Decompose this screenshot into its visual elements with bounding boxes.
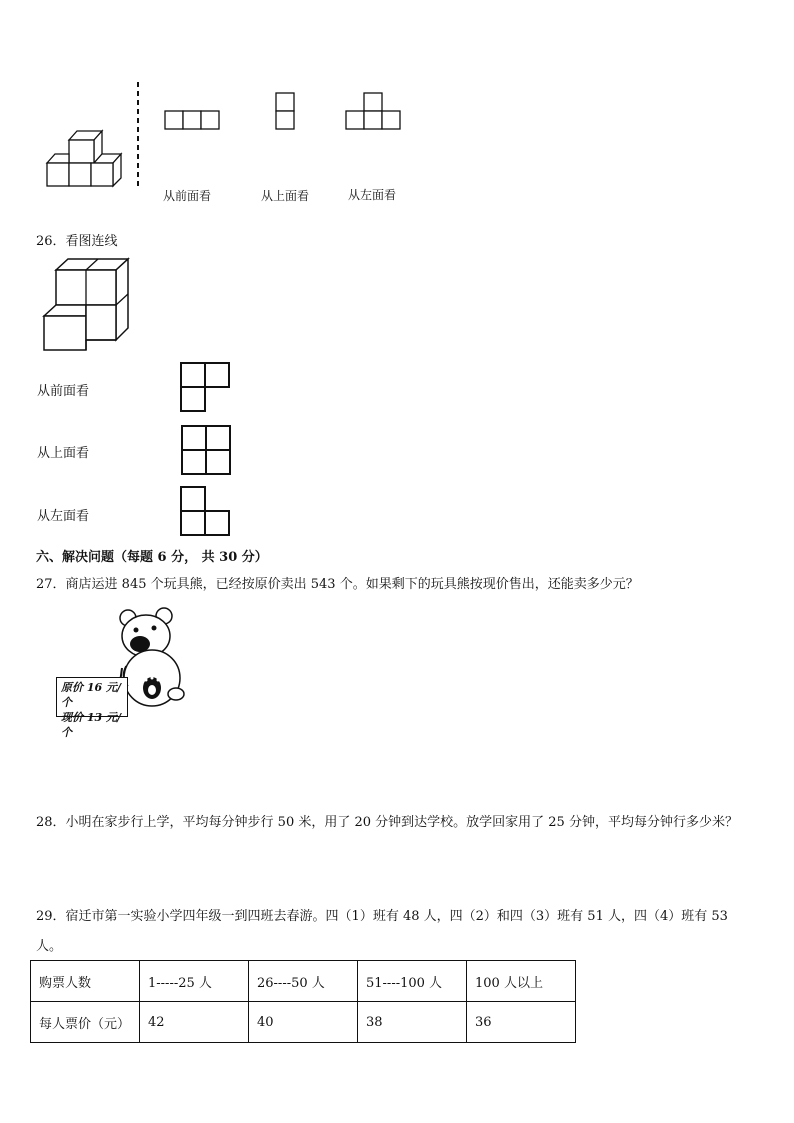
table-cell: 36 — [467, 1002, 576, 1043]
q26-shape-left — [179, 485, 231, 539]
cube-stack-figure — [44, 128, 124, 188]
label-left-view: 从左面看 — [348, 188, 397, 202]
sign-original-price: 原价 16 元/个 — [61, 681, 121, 709]
dashed-separator — [136, 82, 140, 190]
q26-label-front: 从前面看 — [37, 384, 90, 399]
label-top-view: 从上面看 — [261, 189, 310, 203]
table-cell: 100 人以上 — [467, 961, 576, 1002]
table-row — [31, 1002, 576, 1043]
table-cell: 每人票价（元） — [31, 1002, 140, 1043]
table-cell: 40 — [249, 1002, 358, 1043]
view-left-t-shape — [345, 92, 405, 132]
table-cell: 42 — [140, 1002, 249, 1043]
label-front-view: 从前面看 — [163, 189, 212, 203]
table-cell: 38 — [358, 1002, 467, 1043]
ticket-price-table — [30, 960, 576, 1043]
q26-solid-figure — [40, 258, 132, 352]
q28-text: 28．小明在家步行上学，平均每分钟步行 50 米，用了 20 分钟到达学校。放学回家用了 25 分钟，平均每分钟行多少米？ — [36, 815, 738, 830]
q26-label-left: 从左面看 — [37, 509, 90, 524]
table-cell: 26----50 人 — [249, 961, 358, 1002]
price-sign — [56, 677, 128, 739]
table-cell: 51----100 人 — [358, 961, 467, 1002]
view-front-three-squares — [164, 110, 222, 132]
q29-text-line2: 人。 — [36, 939, 63, 954]
q26-title: 26．看图连线 — [36, 234, 118, 249]
q29-text-line1: 29．宿迁市第一实验小学四年级一到四班去春游。四（1）班有 48 人，四（2）和四（3）班有 51 人，四（4）班有 53 — [36, 909, 728, 924]
table-cell: 1-----25 人 — [140, 961, 249, 1002]
table-cell: 购票人数 — [31, 961, 140, 1002]
q27-text: 27．商店运进 845 个玩具熊，已经按原价卖出 543 个。如果剩下的玩具熊按现价售出，还能卖多少元？ — [36, 577, 639, 592]
q26-shape-front — [179, 361, 231, 415]
q26-shape-top — [180, 424, 232, 478]
sign-current-price: 现价 13 元/个 — [61, 711, 121, 739]
view-top-two-squares — [275, 92, 297, 132]
section-heading: 六、解决问题（每题 6 分， 共 30 分） — [36, 550, 268, 565]
q26-label-top: 从上面看 — [37, 446, 90, 461]
table-row — [31, 961, 576, 1002]
